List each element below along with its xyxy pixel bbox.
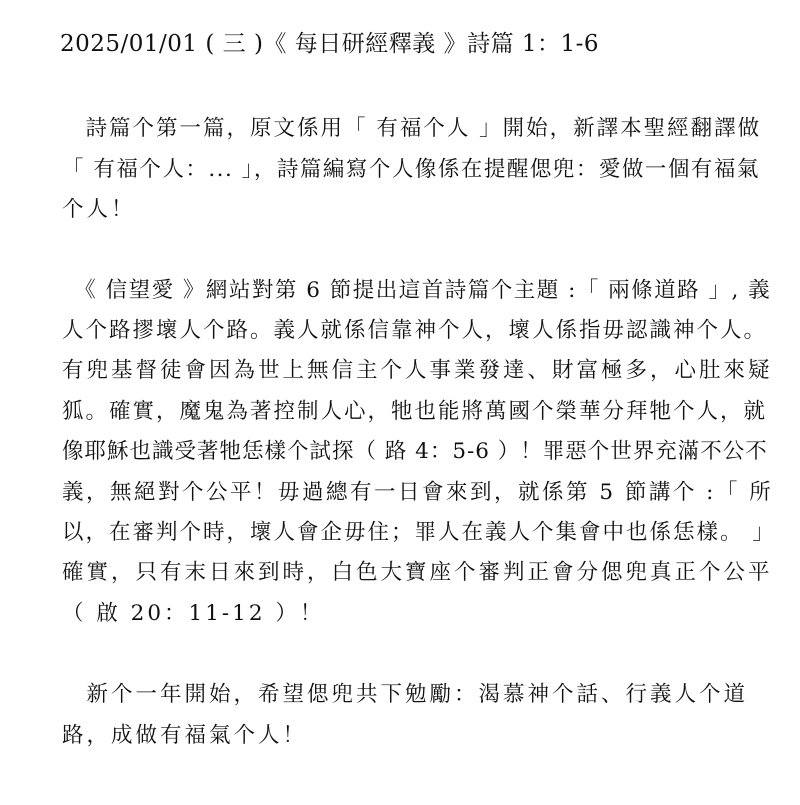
paragraph-2-line-1: 《 信望愛 》網站對第 6 節提出這首詩篇个主題 :「 兩條道路 」, 義 [62,278,772,303]
paragraph-2-line-2: 人个路摎壞人个路。義人就係信靠神个人，壞人係指毋認識神个人。 [62,318,768,343]
paragraph-1-line-1: 詩篇个第一篇，原文係用「 有福个人 」開始，新譯本聖經翻譯做 [62,116,762,141]
paragraph-2-line-6: 義，無絕對个公平！毋過總有一日會來到，就係第 5 節講个 :「 所 [62,480,774,505]
paragraph-2-line-5: 像耶穌也識受著牠恁樣个試探（ 路 4：5-6 ）！罪惡个世界充滿不公不 [62,439,768,464]
paragraph-2-line-8: 確實，只有末日來到時，白色大寶座个審判正會分偲兜真正个公平 [62,560,773,585]
paragraph-1-line-2: 「 有福个人：... 」，詩篇編寫个人像係在提醒偲兜：愛做一個有福氣 [62,157,760,182]
paragraph-3-line-2: 路，成做有福氣个人！ [62,723,308,748]
document-title: 2025/01/01 ( 三 )《 每日研經釋義 》詩篇 1：1-6 [60,31,600,57]
paragraph-2-line-7: 以，在審判个時，壞人會企毋住；罪人在義人个集會中也係恁樣。 」 [62,520,776,545]
paragraph-2-line-3: 有兜基督徒會因為世上無信主个人事業發達、財富極多，心肚來疑 [62,358,773,383]
paragraph-2-line-4: 狐。確實，魔鬼為著控制人心，牠也能將萬國个榮華分拜牠个人，就 [62,399,768,424]
paragraph-1-line-3: 个人！ [62,197,136,222]
paragraph-3-line-1: 新个一年開始，希望偲兜共下勉勵：渴慕神个話、行義人个道 [62,682,749,707]
paragraph-2-line-9: （ 啟 20：11-12 ）！ [62,601,325,626]
